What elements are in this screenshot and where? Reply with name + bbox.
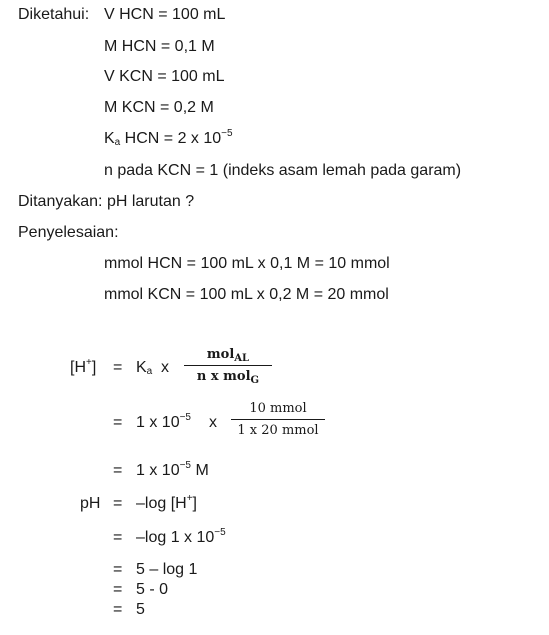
known-ka-hcn [104,129,233,149]
step1-numerator: 10 mmol [249,401,307,416]
ka-exponent: −5 [221,128,233,139]
step2-unit: M [191,462,209,479]
step1-coef-text: 1 x 10 [136,414,180,431]
mmol-kcn: mmol KCN = 100 mL x 0,2 M = 20 mmol [104,286,389,303]
step2-coef: 1 x 10 [136,462,180,479]
ph-label: pH [80,495,101,512]
step1-coefficient [136,413,191,433]
step1-equals: = [113,414,123,431]
known-n-kcn: n pada KCN = 1 (indeks asam lemah pada garam) [104,162,462,179]
den-sub: G [250,375,260,386]
step1-denominator: 1 x 20 mmol [237,423,319,438]
ph-step2: 5 – log 1 [136,561,198,578]
ph-step3: 5 - 0 [136,581,169,598]
step1-exponent: −5 [179,412,191,423]
formula-fraction [184,347,272,384]
solution-label: Penyelesaian: [18,224,119,241]
formula-denominator [184,369,272,384]
known-m-kcn: M KCN = 0,2 M [104,99,214,116]
ph-rhs-text: –log [H [136,495,187,512]
ph-rhs-plus: + [186,493,193,504]
ph-rhs-close: ] [192,495,197,512]
formula-ka [136,358,152,378]
den-mol: n x mol [196,369,251,384]
step1-fraction [231,401,325,438]
ph-step1 [136,528,226,548]
ph-equals: = [113,495,123,512]
formula-plus: + [86,357,92,368]
known-m-hcn: M HCN = 0,1 M [104,38,215,55]
step2-equals: = [113,462,123,479]
formula-lhs [70,358,96,378]
formula-close: ] [91,359,97,376]
formula-ka-sub: a [146,366,153,377]
asked-line: Ditanyakan: pH larutan ? [18,193,195,210]
ph-rhs [136,494,197,514]
ka-k: K [104,130,115,147]
known-v-kcn: V KCN = 100 mL [104,68,225,85]
formula-numerator [184,347,272,362]
num-mol: mol [206,347,235,362]
ka-subscript: a [114,137,121,148]
ph-step1-equals: = [113,529,123,546]
known-v-hcn: V HCN = 100 mL [104,6,226,23]
fraction-bar [184,365,272,366]
known-label: Diketahui: [18,6,90,23]
formula-equals: = [113,359,123,376]
step1-fraction-bar [231,419,325,420]
ph-step4-equals: = [113,601,123,618]
formula-times: x [161,359,169,376]
step1-times: x [209,414,217,431]
mmol-hcn: mmol HCN = 100 mL x 0,1 M = 10 mmol [104,255,390,272]
step2-value [136,461,209,481]
num-sub: AL [234,353,250,364]
ph-step3-equals: = [113,581,123,598]
ka-value: HCN = 2 x 10 [120,130,222,147]
formula-h: [H [70,359,86,376]
step2-exponent: −5 [179,460,191,471]
ph-step1-text: –log 1 x 10 [136,529,215,546]
ph-step2-equals: = [113,561,123,578]
ph-step4: 5 [136,601,145,618]
formula-ka-k: K [136,359,147,376]
ph-step1-exponent: −5 [214,527,226,538]
